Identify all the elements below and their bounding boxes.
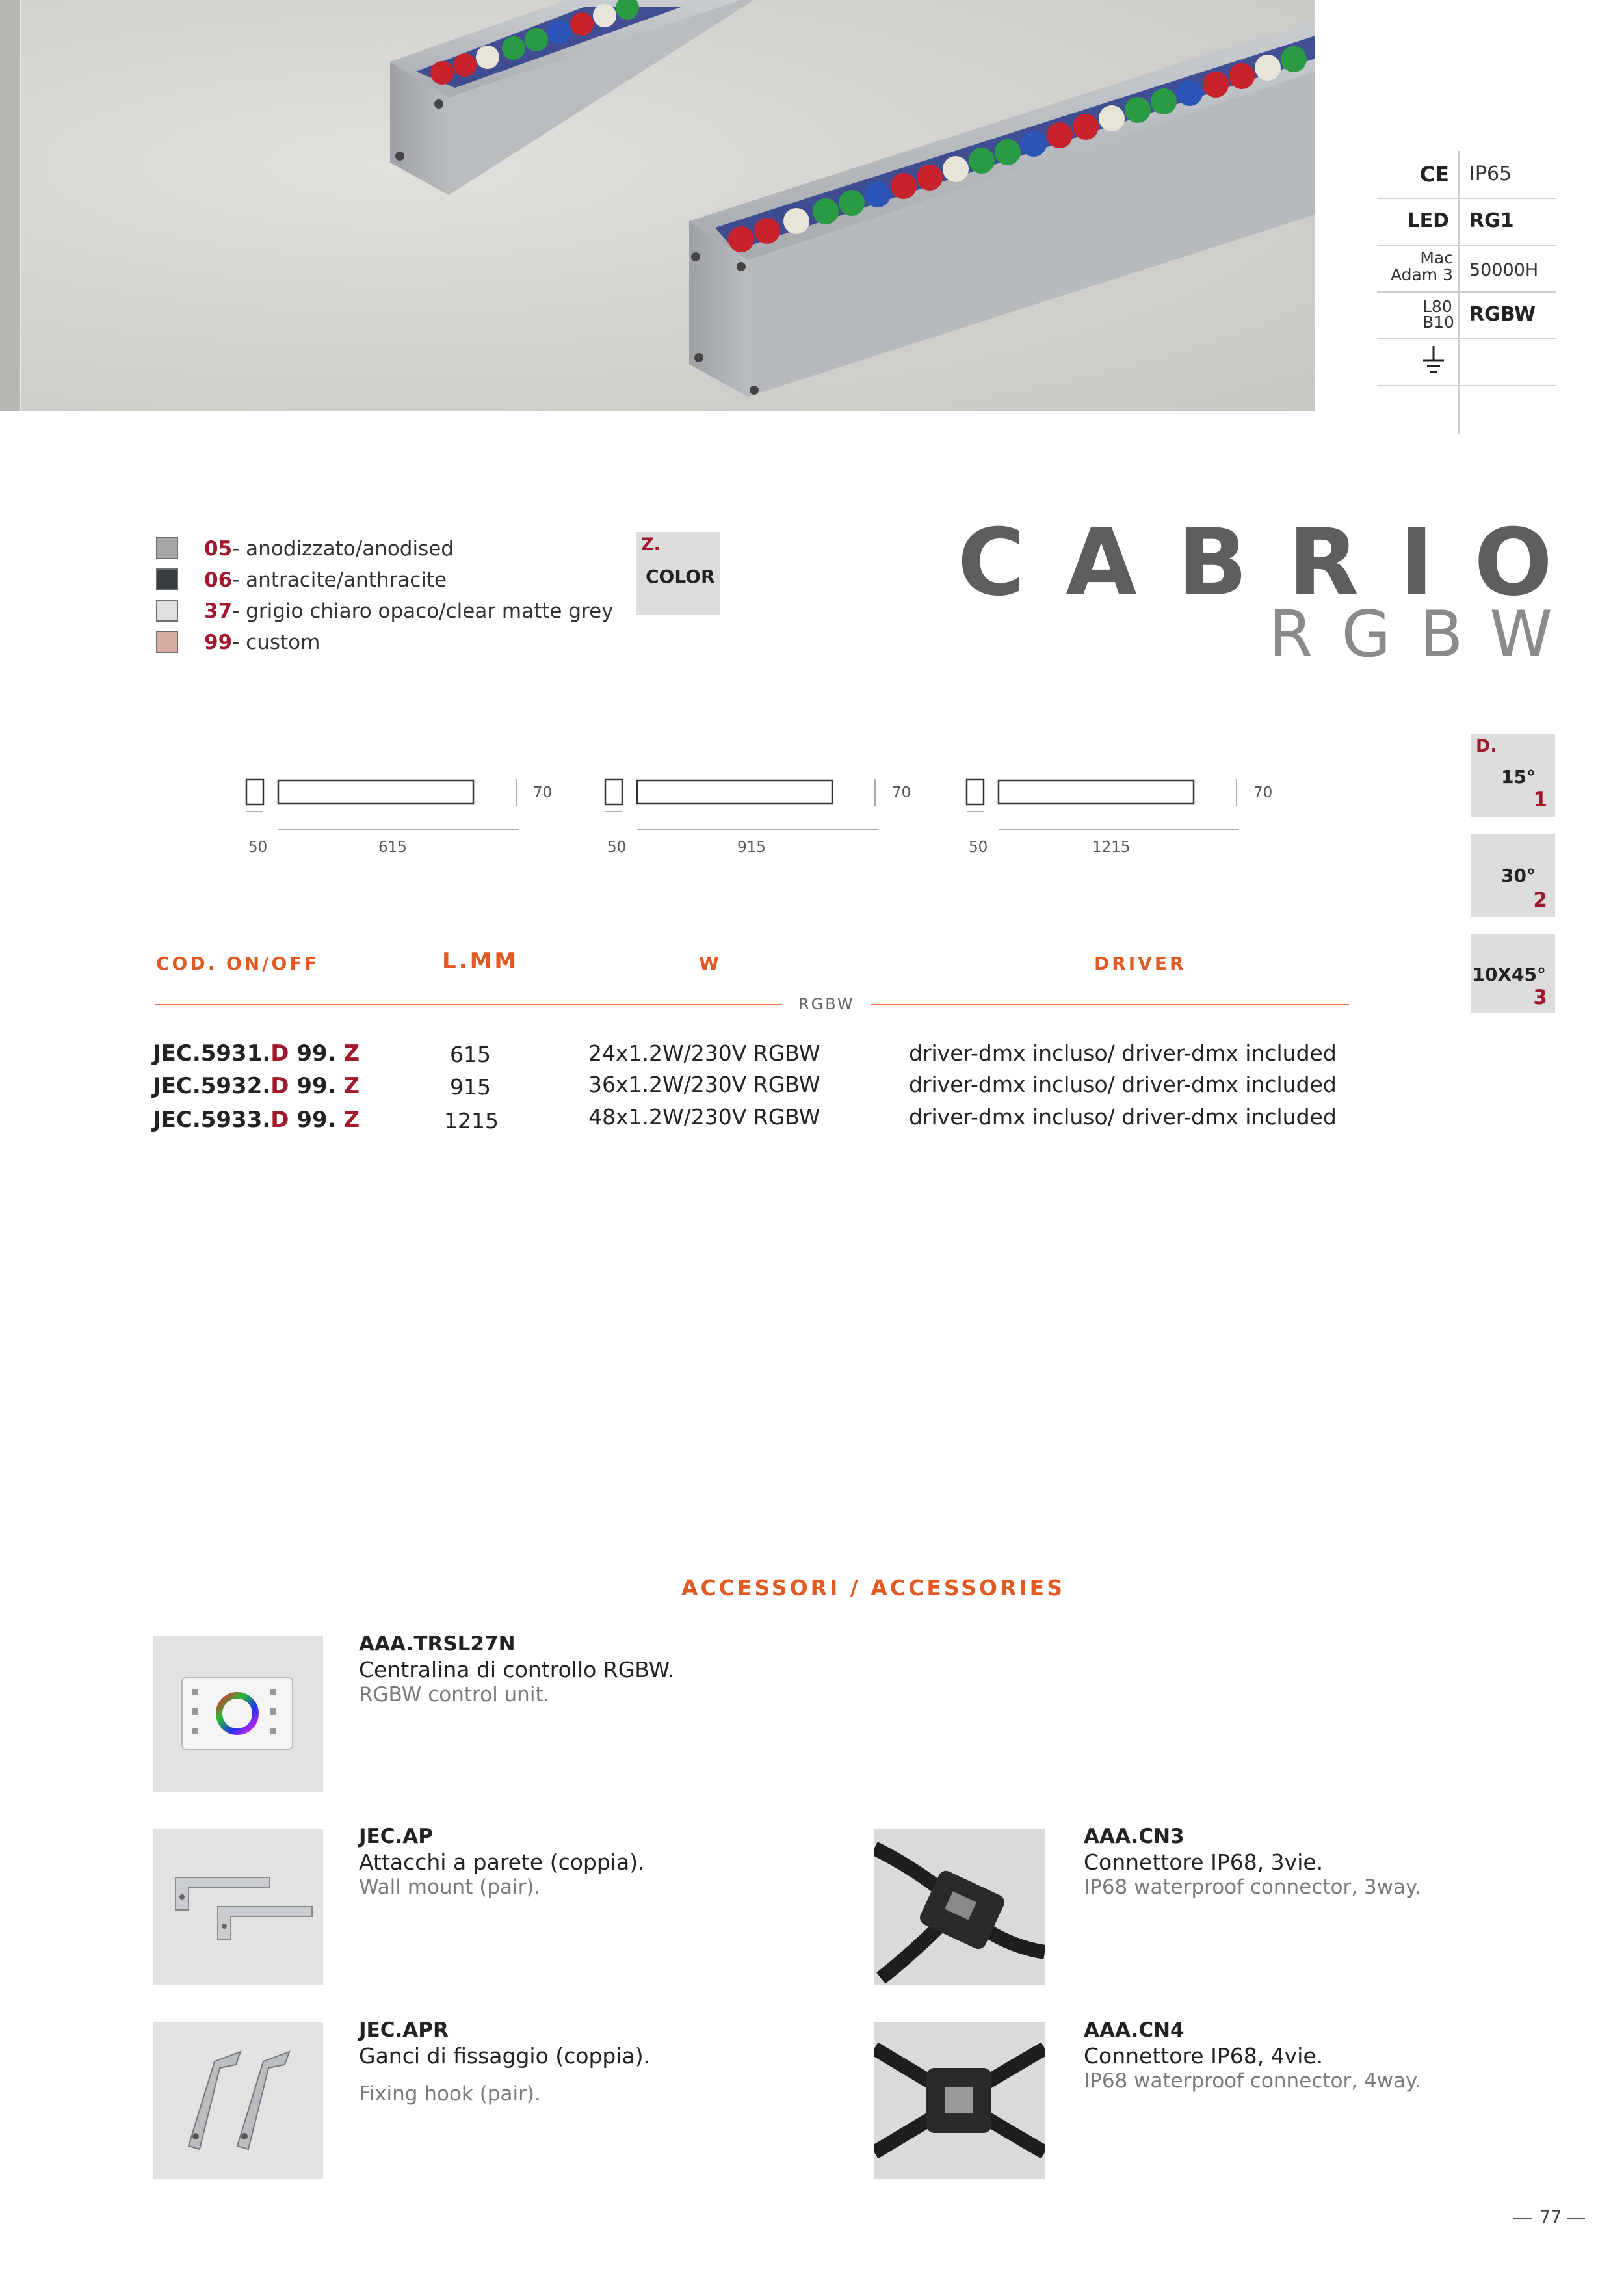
connector-3way-image [874, 1829, 1045, 1985]
legend-item-99: 99- custom [204, 631, 321, 654]
dim-length: 615 [378, 839, 407, 856]
table-row-code: JEC.5933.D 99. Z [153, 1107, 360, 1133]
page-number-dash-right [1567, 2218, 1585, 2219]
spec-row-led [1377, 198, 1556, 246]
beam-tag-letter: D. [1476, 736, 1497, 756]
product-subtitle: RGBW [1268, 598, 1581, 672]
beam-angle: 10X45° [1472, 964, 1546, 985]
col-header-driver: DRIVER [1094, 953, 1186, 974]
col-header-length: L.MM [442, 948, 519, 974]
col-header-watt: W [699, 953, 722, 974]
accessory-desc-en: IP68 waterproof connector, 3way. [1084, 1875, 1421, 1899]
accessory-code: AAA.CN4 [1084, 2019, 1185, 2042]
color-tag-box [636, 532, 720, 615]
dim-length: 915 [737, 839, 766, 856]
accessory-code: AAA.CN3 [1084, 1825, 1185, 1848]
color-tag-label: COLOR [646, 566, 715, 587]
spec-risk-group: RG1 [1469, 209, 1514, 232]
connector-4way-image [874, 2022, 1045, 2179]
legend-item-37: 37- grigio chiaro opaco/clear matte grey [204, 600, 614, 623]
accessory-code: AAA.TRSL27N [359, 1632, 516, 1656]
table-cell-length: 1215 [444, 1108, 499, 1133]
col-header-code: COD. ON/OFF [156, 953, 320, 974]
ground-icon [1377, 338, 1458, 385]
page-number: 77 [1539, 2207, 1562, 2227]
swatch-anthracite [156, 568, 178, 590]
spec-row-ce [1377, 151, 1556, 199]
legend-item-06: 06- antracite/anthracite [204, 568, 447, 592]
color-tag-letter: Z. [641, 535, 661, 555]
beam-code: 3 [1533, 986, 1547, 1009]
spec-led-label: LED [1407, 209, 1449, 232]
accessory-code: JEC.APR [359, 2019, 449, 2042]
table-row-code: JEC.5931.D 99. Z [153, 1040, 360, 1066]
spec-ip-rating: IP65 [1469, 163, 1512, 185]
legend-item-05: 05- anodizzato/anodised [204, 537, 454, 561]
dimension-drawing-915 [599, 773, 911, 864]
swatch-anodised [156, 537, 178, 559]
beam-code: 2 [1533, 888, 1547, 912]
table-cell-length: 915 [450, 1074, 491, 1100]
table-row-code: JEC.5932.D 99. Z [153, 1073, 360, 1099]
dim-profile: 50 [607, 839, 627, 856]
table-cell-driver: driver-dmx incluso/ driver-dmx included [909, 1104, 1337, 1130]
group-label: RGBW [798, 995, 855, 1013]
spec-color-type: RGBW [1469, 303, 1536, 326]
product-title: CABRIO [957, 509, 1593, 616]
dimension-drawing-1215 [961, 773, 1273, 864]
beam-code: 1 [1533, 788, 1547, 812]
ce-mark-icon: CE [1419, 162, 1449, 187]
dim-height: 70 [892, 784, 911, 801]
dim-length: 1215 [1092, 839, 1131, 856]
dim-height: 70 [533, 784, 553, 801]
table-cell-watt: 24x1.2W/230V RGBW [588, 1040, 820, 1066]
table-cell-driver: driver-dmx incluso/ driver-dmx included [909, 1072, 1337, 1097]
accessory-desc-en: IP68 waterproof connector, 4way. [1084, 2069, 1421, 2093]
accessory-desc-it: Connettore IP68, 4vie. [1084, 2043, 1324, 2069]
table-cell-watt: 36x1.2W/230V RGBW [588, 1072, 820, 1097]
beam-angle: 30° [1501, 865, 1536, 886]
accessory-code: JEC.AP [359, 1825, 433, 1848]
beam-option-15 [1471, 734, 1555, 817]
spec-lifetime: 50000H [1469, 260, 1539, 280]
wall-mount-image [153, 1829, 323, 1985]
accessory-desc-en: RGBW control unit. [359, 1683, 550, 1706]
accessory-desc-en: Fixing hook (pair). [359, 2082, 541, 2106]
beam-option-30 [1471, 834, 1555, 917]
swatch-custom [156, 631, 178, 653]
spec-macadam-label: Mac Adam 3 [1390, 248, 1453, 284]
hero-photo [0, 0, 1315, 411]
hero-left-strip [0, 0, 21, 411]
table-rule-left [155, 1004, 782, 1005]
table-rule-right [871, 1004, 1349, 1005]
page-number-dash-left [1513, 2218, 1532, 2219]
accessory-desc-it: Centralina di controllo RGBW. [359, 1657, 675, 1682]
dim-profile: 50 [969, 839, 988, 856]
spec-row-macadam [1377, 245, 1556, 293]
beam-angle: 15° [1501, 766, 1536, 788]
accessory-desc-it: Connettore IP68, 3vie. [1084, 1849, 1324, 1875]
dim-height: 70 [1253, 784, 1273, 801]
dimension-drawing-615 [241, 773, 553, 864]
control-unit-image [153, 1636, 323, 1792]
table-cell-watt: 48x1.2W/230V RGBW [588, 1104, 820, 1130]
accessory-desc-it: Ganci di fissaggio (coppia). [359, 2043, 651, 2069]
table-cell-length: 615 [450, 1042, 491, 1067]
accessory-desc-en: Wall mount (pair). [359, 1875, 541, 1899]
dim-profile: 50 [248, 839, 268, 856]
spec-row-l80 [1377, 291, 1556, 339]
spec-l80-label: L80 B10 [1422, 297, 1454, 332]
fixing-hook-image [153, 2022, 323, 2179]
led-bar-illustration [0, 0, 1315, 411]
table-cell-driver: driver-dmx incluso/ driver-dmx included [909, 1040, 1337, 1066]
swatch-clear-matte-grey [156, 600, 178, 622]
beam-option-10x45 [1471, 934, 1555, 1013]
spec-row-ground [1377, 338, 1556, 386]
accessories-title: ACCESSORI / ACCESSORIES [681, 1575, 1065, 1600]
accessory-desc-it: Attacchi a parete (coppia). [359, 1849, 645, 1875]
